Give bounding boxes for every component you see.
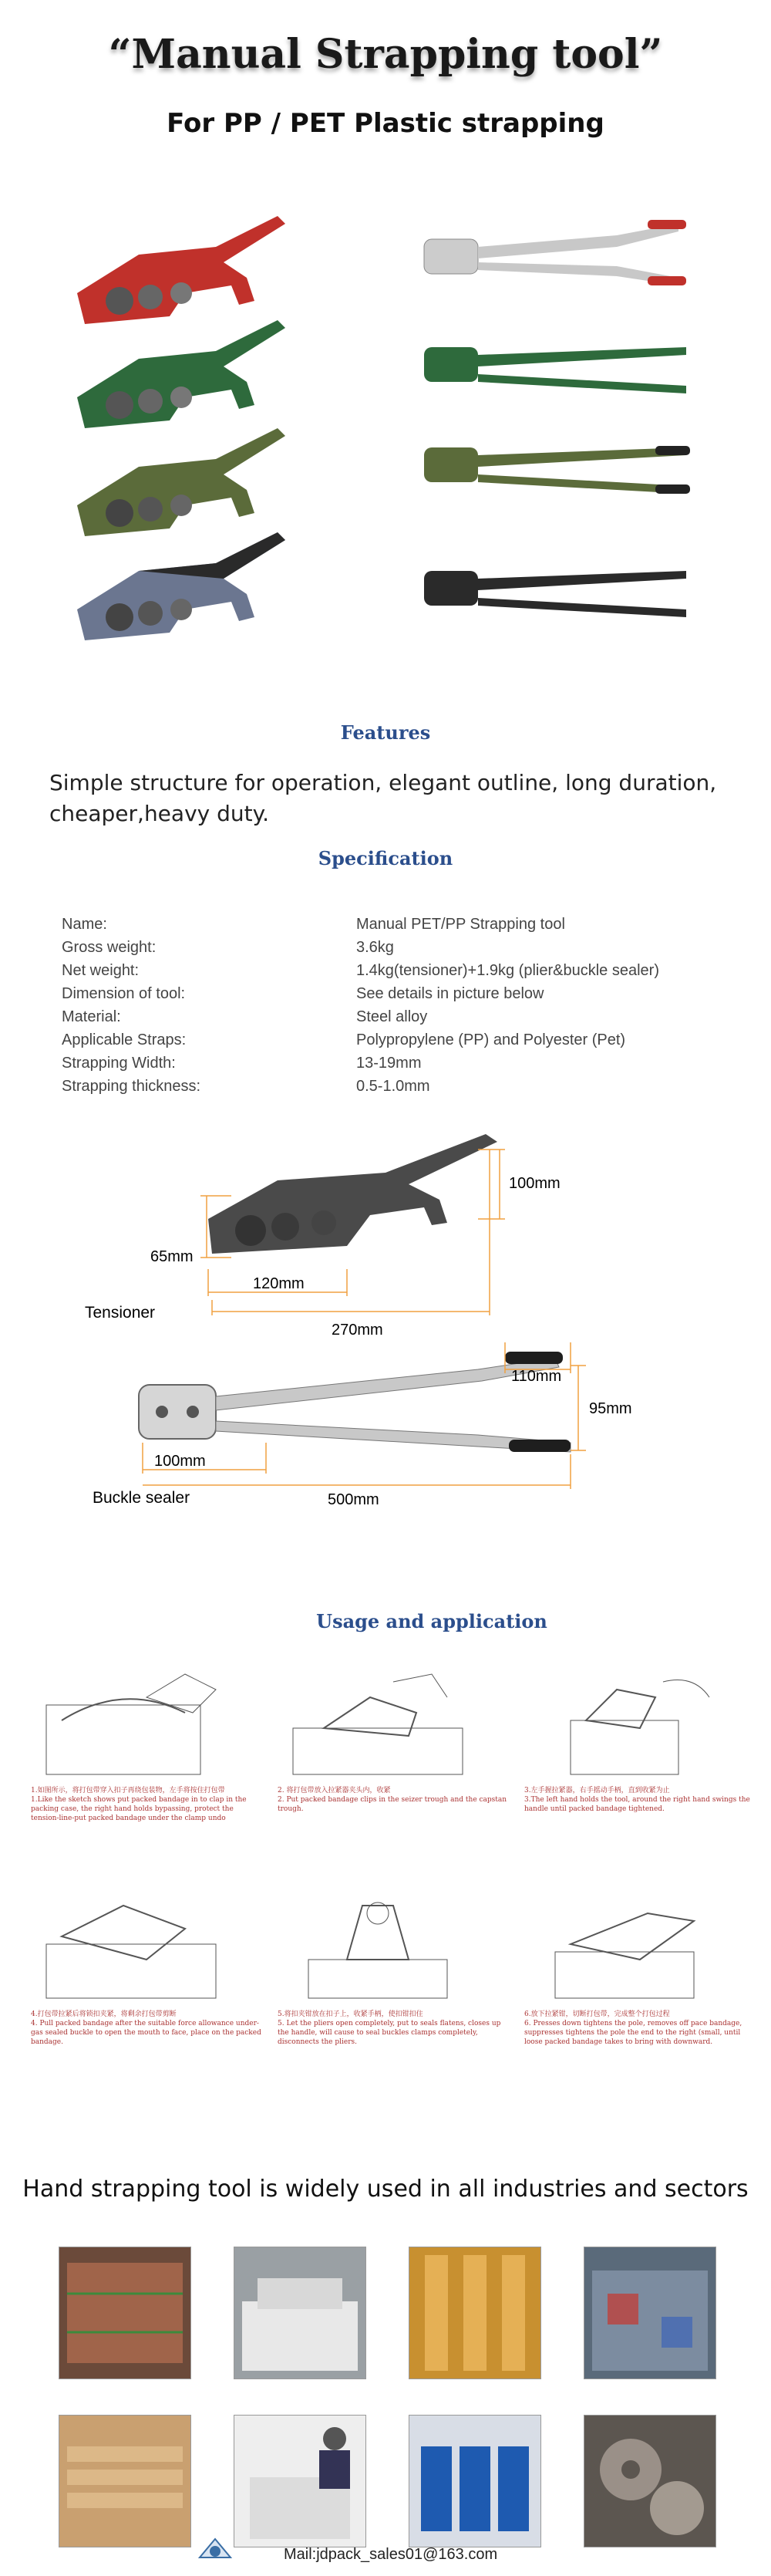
usage-step-2: [278, 1666, 509, 1867]
step-1-sketch: [31, 1666, 231, 1782]
buckle-sealer-label: Buckle sealer: [93, 1489, 190, 1507]
usage-step-5: [278, 1890, 509, 2091]
step-6-sketch: [524, 1890, 725, 2006]
spec-value: 0.5-1.0mm: [356, 1078, 430, 1095]
tensioner-label: Tensioner: [85, 1304, 156, 1322]
tensioner-red-image: [77, 216, 285, 324]
usage-step-1: [31, 1666, 262, 1867]
white-bales-warehouse-photo: [234, 2247, 366, 2379]
spec-label: Dimension of tool:: [62, 985, 186, 1002]
tensioner-length-label: 270mm: [332, 1322, 383, 1339]
spec-value: Polypropylene (PP) and Polyester (Pet): [356, 1031, 626, 1048]
tensioner-base-label: 120mm: [253, 1275, 305, 1292]
step-1-en: 1.Like the sketch shows put packed bandage in to clap in the packing case, the right hand holds bypassing, protect the tension-line-put packed bandage under the clamp undo: [31, 1796, 247, 1822]
buckle-grip-label: 110mm: [511, 1368, 562, 1385]
buckle-head-label: 100mm: [154, 1453, 206, 1470]
spec-label: Name:: [62, 916, 107, 933]
step-5-en: 5. Let the pliers open completely, put to seals flatens, closes up the handle, will cause to seal buckles clamps completely, disconnects the pliers.: [278, 2020, 501, 2046]
dimension-diagram: [77, 1134, 694, 1582]
tensioner-slate-image: [77, 532, 285, 640]
spec-value: 1.4kg(tensioner)+1.9kg (plier&buckle sealer): [356, 962, 659, 979]
tensioner-green-image: [77, 320, 285, 428]
usage-step-3: [524, 1666, 756, 1867]
step-2-sketch: [278, 1666, 478, 1782]
tensioner-olive-image: [77, 428, 285, 536]
usage-step-4: [31, 1890, 262, 2091]
spec-label: Material:: [62, 1008, 121, 1025]
spec-row: [62, 1055, 717, 1078]
tensioner-dim-image: [208, 1134, 497, 1254]
industries-heading: Hand strapping tool is widely used in all industries and sectors: [22, 2176, 749, 2203]
blue-drums-photo: [409, 2415, 541, 2547]
spec-value: Manual PET/PP Strapping tool: [356, 916, 565, 933]
buckle-length-label: 500mm: [328, 1491, 379, 1508]
spec-row: [62, 962, 717, 985]
spec-row: [62, 1031, 717, 1055]
step-4-en: 4. Pull packed bandage after the suitable force allowance under-gas sealed buckle to open the mouth to face, place on the packed bandage.: [31, 2020, 261, 2046]
step-3-en: 3.The left hand holds the tool, around the right hand swings the handle until packed bandage tightened.: [524, 1796, 750, 1813]
step-3-cn: 3.左手握拉紧器，右手摇动手柄，直到收紧为止: [524, 1787, 670, 1794]
spec-label: Gross weight:: [62, 939, 157, 956]
spec-value: 13-19mm: [356, 1055, 422, 1072]
sealer-red-image: [424, 220, 686, 285]
metal-gears-photo: [584, 2415, 716, 2547]
spec-label: Strapping Width:: [62, 1055, 176, 1072]
page-title: “Manual Strapping tool”: [108, 31, 663, 78]
step-5-sketch: [278, 1890, 478, 2006]
step-4-cn: 4.打包带拉紧后将锁扣夹紧，将剩余打包带剪断: [31, 2010, 177, 2018]
spec-label: Applicable Straps:: [62, 1031, 187, 1048]
spec-value: 3.6kg: [356, 939, 394, 956]
features-heading: Features: [340, 721, 431, 744]
spec-row: [62, 1008, 717, 1031]
step-1-cn: 1.如图所示，将打包带穿入扣子再绕包装物，左手将按住打包带: [31, 1787, 225, 1794]
step-2-cn: 2. 将打包带放入拉紧器夹头内，收紧: [278, 1787, 391, 1794]
spec-label: Strapping thickness:: [62, 1078, 201, 1095]
step-6-en: 6. Presses down tightens the pole, removes off pace bandage, suppresses tightens the pole the end to the right (small, until loose packed bandage takes to bring with downward.: [524, 2020, 742, 2046]
buckle-height-label: 95mm: [589, 1400, 632, 1417]
spec-row: [62, 939, 717, 962]
contact-mail[interactable]: Mail:jdpack_sales01@163.com: [284, 2546, 498, 2563]
usage-heading: Usage and application: [316, 1610, 547, 1632]
sealer-green-image: [424, 347, 686, 393]
tensioner-handle-label: 100mm: [509, 1175, 561, 1192]
step-5-cn: 5.将扣夹钳放在扣子上，收紧手柄，使扣钳扣住: [278, 2010, 423, 2018]
sealer-olive-image: [424, 446, 690, 494]
specification-heading: Specification: [318, 847, 453, 869]
usage-step-6: [524, 1890, 756, 2091]
sealer-black-image: [424, 571, 686, 617]
spec-value: Steel alloy: [356, 1008, 428, 1025]
spec-row: [62, 985, 717, 1008]
step-4-sketch: [31, 1890, 231, 2006]
tensioner-height-label: 65mm: [150, 1248, 194, 1265]
page-subtitle: For PP / PET Plastic strapping: [167, 108, 604, 139]
spec-row: [62, 1078, 717, 1101]
spec-value: See details in picture below: [356, 985, 544, 1002]
mail-logo-icon: [197, 2534, 234, 2565]
step-3-sketch: [524, 1666, 725, 1782]
spec-label: Net weight:: [62, 962, 140, 979]
lumber-stack-photo: [59, 2415, 191, 2547]
textile-bales-photo: [584, 2247, 716, 2379]
step-6-cn: 6.放下拉紧钳，切断打包带，完成整个打包过程: [524, 2010, 670, 2018]
buckle-sealer-dim-image: [139, 1352, 571, 1452]
spec-table: [62, 916, 717, 1101]
features-text: Simple structure for operation, elegant outline, long duration, cheaper,heavy duty.: [49, 770, 717, 826]
warehouse-shelving-photo: [409, 2247, 541, 2379]
boxes-on-pallet-photo: [59, 2247, 191, 2379]
spec-row: [62, 916, 717, 939]
usage-steps: [31, 1666, 750, 2098]
product-images: [46, 201, 740, 694]
worker-strapping-photo: [234, 2415, 366, 2547]
step-2-en: 2. Put packed bandage clips in the seizer trough and the capstan trough.: [278, 1796, 507, 1813]
